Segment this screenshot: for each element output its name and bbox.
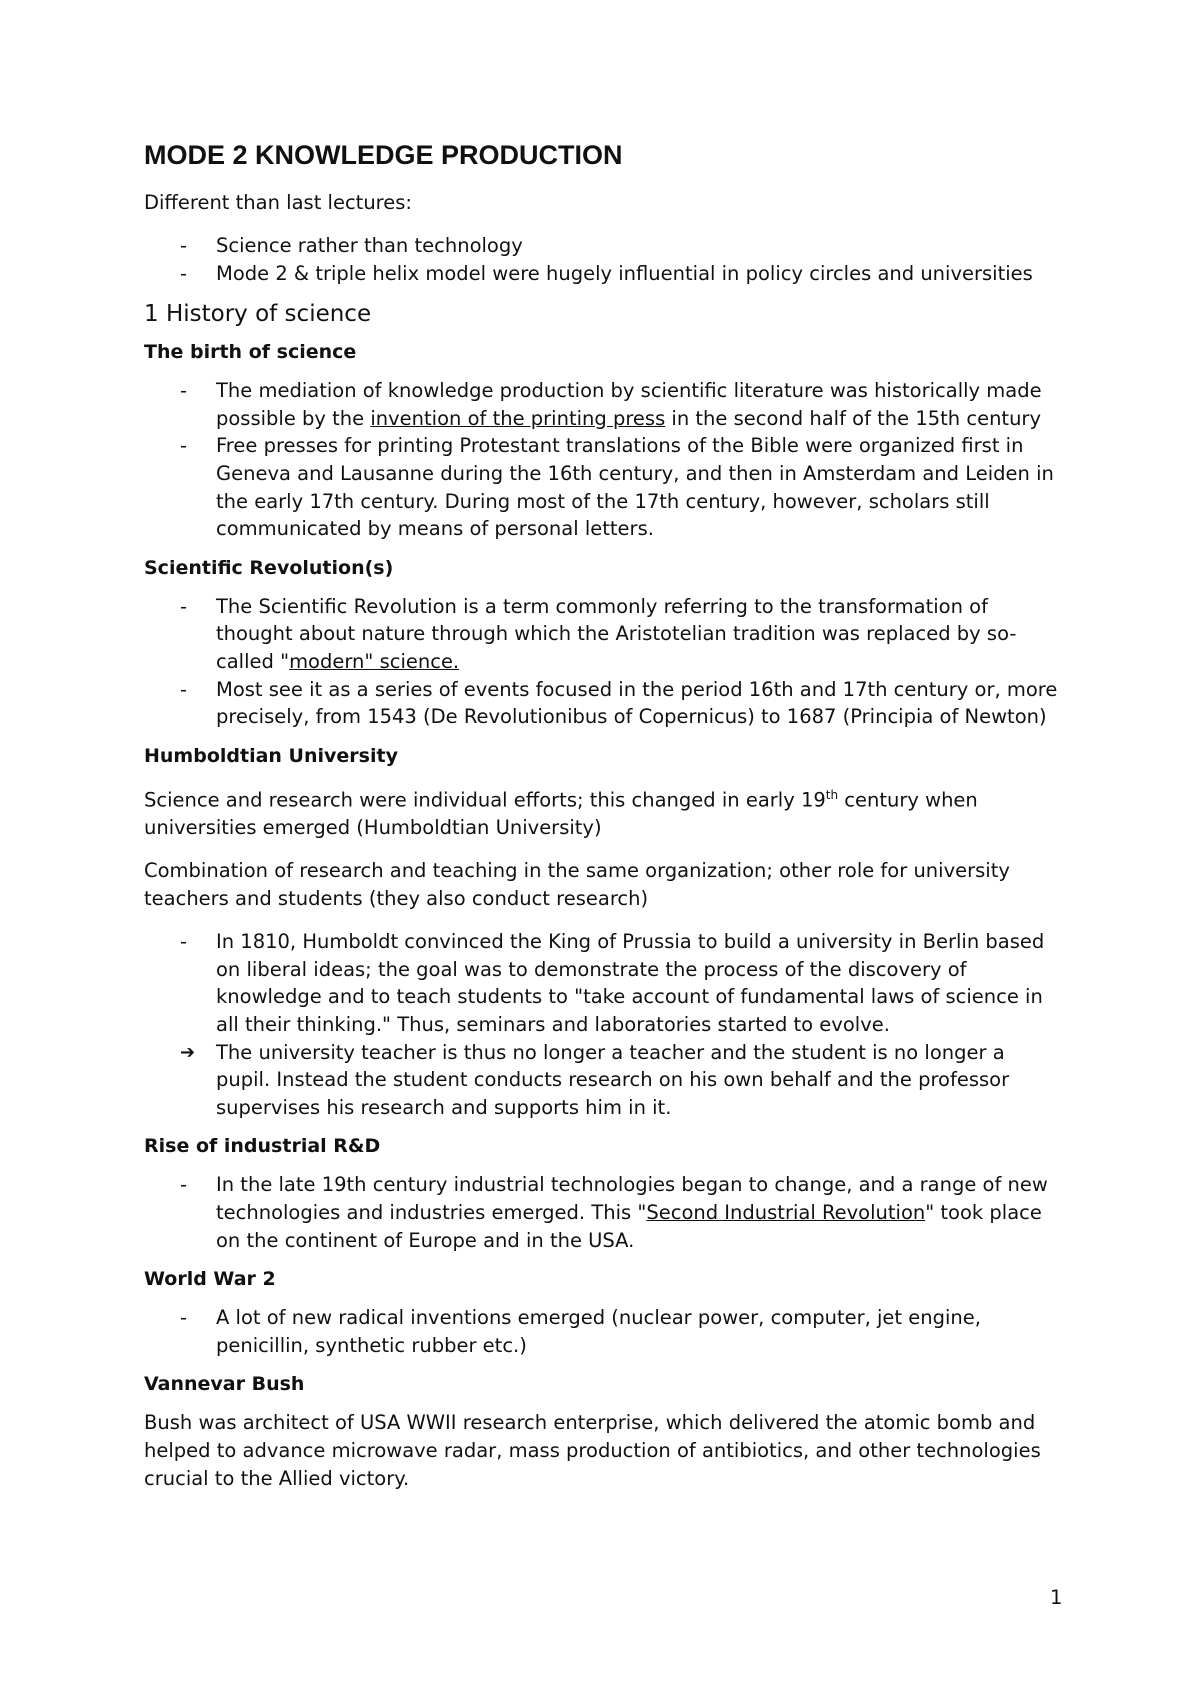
list-item: - A lot of new radical inventions emerged (nuclear power, computer, jet engine, penicillin, synthetic rubber etc.)	[180, 1306, 981, 1357]
document-body	[144, 140, 1064, 1508]
heading-humboldtian-university: Humboldtian University	[144, 744, 398, 767]
document-title: MODE 2 KNOWLEDGE PRODUCTION	[144, 140, 623, 170]
dash-bullet: -	[180, 234, 188, 257]
page-number: 1	[1050, 1586, 1063, 1609]
heading-scientific-revolutions: Scientific Revolution(s)	[144, 556, 394, 579]
list-item: - In 1810, Humboldt convinced the King of Prussia to build a university in Berlin based on liberal ideas; the goal was to demonstrate the process of the discovery of knowledge and to teach students to "take account of fundamental laws of science in all their thinking." Thus, seminars and laboratories started to evolve.	[180, 930, 1045, 1036]
ww2-list	[144, 1304, 1064, 1359]
list-item: - In the late 19th century industrial technologies began to change, and a range of new technologies and industries emerged. This "Second Industrial Revolution" took place on the continent of Europe and in the USA.	[180, 1173, 1048, 1252]
modern-science-link[interactable]: modern" science.	[289, 649, 460, 673]
humboldt-list	[144, 928, 1064, 1121]
intro-list	[144, 232, 1064, 287]
revolution-list	[144, 593, 1064, 731]
bush-paragraph: Bush was architect of USA WWII research enterprise, which delivered the atomic bomb and helped to advance microwave radar, mass production of antibiotics, and other technologies crucial to the Allied victory.	[144, 1411, 1041, 1491]
list-item: - The mediation of knowledge production by scientific literature was historically made possible by the invention of the printing press in the second half of the 15th century	[180, 379, 1042, 430]
dash-bullet: -	[180, 261, 188, 285]
dash-bullet: -	[180, 434, 188, 458]
list-item: - Free presses for printing Protestant translations of the Bible were organized first in Geneva and Lausanne during the 16th century, and then in Amsterdam and Leiden in the early 17th century. During most of the 17th century, however, scholars still communicated by means of personal letters.	[180, 434, 1054, 541]
intro-text: Different than last lectures:	[144, 191, 412, 214]
printing-press-link[interactable]: invention of the printing press	[370, 406, 666, 430]
dash-bullet: -	[180, 379, 188, 403]
second-industrial-revolution-link[interactable]: Second Industrial Revolution	[646, 1200, 926, 1224]
industrial-list	[144, 1171, 1064, 1254]
dash-bullet: -	[180, 677, 188, 701]
heading-birth-of-science: The birth of science	[144, 341, 357, 364]
heading-industrial-rnd: Rise of industrial R&D	[144, 1135, 381, 1158]
heading-vannevar-bush: Vannevar Bush	[144, 1373, 305, 1396]
humboldt-paragraph-2: Combination of research and teaching in the same organization; other role for university teachers and students (they also conduct research)	[144, 859, 1010, 911]
list-item: - The Scientific Revolution is a term commonly referring to the transformation of thought about nature through which the Aristotelian tradition was replaced by so-called "modern" science.	[180, 594, 1017, 673]
dash-bullet: -	[180, 930, 188, 954]
arrow-right-icon: ➔	[180, 1041, 196, 1063]
dash-bullet: -	[180, 1306, 188, 1330]
list-item: - Mode 2 & triple helix model were hugely influential in policy circles and universities	[144, 260, 1064, 288]
list-item: - Science rather than technology	[144, 232, 1064, 260]
list-item: - Most see it as a series of events focused in the period 16th and 17th century or, more precisely, from 1543 (De Revolutionibus of Copernicus) to 1687 (Principia of Newton)	[180, 677, 1058, 729]
dash-bullet: -	[180, 594, 188, 618]
humboldt-paragraph-1: Science and research were individual efforts; this changed in early 19th century when universities emerged (Humboldtian University)	[144, 787, 978, 840]
heading-world-war-2: World War 2	[144, 1268, 276, 1291]
section-heading-history: 1 History of science	[144, 301, 372, 328]
dash-bullet: -	[180, 1173, 188, 1197]
list-item: ➔ The university teacher is thus no longer a teacher and the student is no longer a pupil. Instead the student conducts research on his own behalf and the professor supervises his research and supports him in it.	[180, 1040, 1010, 1119]
birth-list	[144, 377, 1064, 543]
